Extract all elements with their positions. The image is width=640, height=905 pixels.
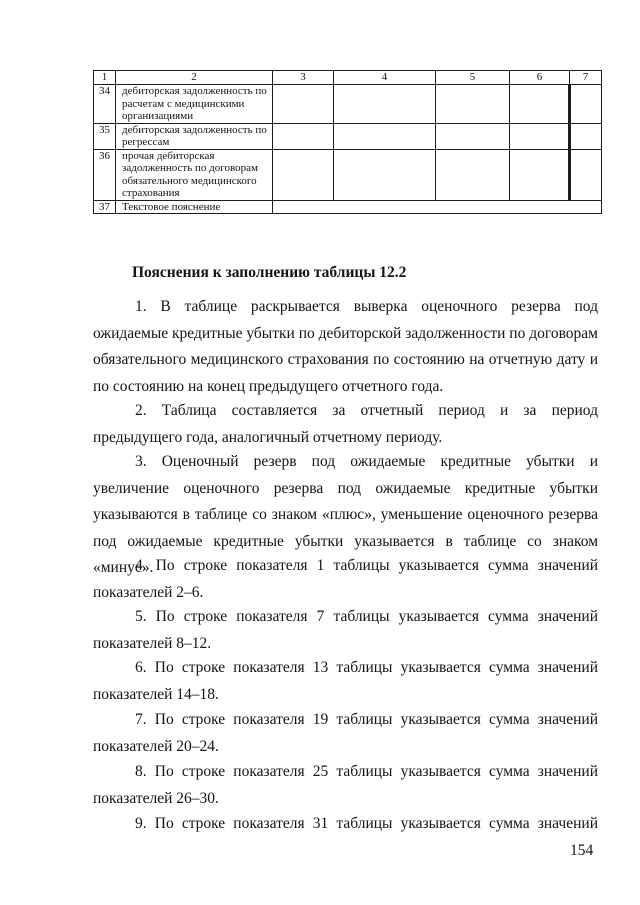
row-label: прочая дебиторская задолженность по договорам обязательного медицинского страхования	[116, 149, 273, 200]
page-number: 154	[570, 842, 594, 859]
table-cell	[334, 123, 436, 149]
table-cell	[570, 123, 602, 149]
column-header: 1	[94, 71, 116, 85]
column-header: 2	[116, 71, 273, 85]
table-cell	[334, 149, 436, 200]
row-number: 37	[94, 200, 116, 214]
table-cell	[334, 85, 436, 124]
row-number: 34	[94, 85, 116, 124]
paragraph-9: 9. По строке показателя 31 таблицы указывается сумма значений	[135, 815, 598, 832]
paragraph-7: 7. По строке показателя 19 таблицы указывается сумма значений показателей 20–24.	[93, 711, 598, 755]
table-cell	[570, 149, 602, 200]
column-header: 5	[436, 71, 510, 85]
table-cell	[570, 85, 602, 124]
reserve-table	[93, 70, 602, 214]
section-heading: Пояснения к заполнению таблицы 12.2	[132, 264, 407, 281]
row-number: 35	[94, 123, 116, 149]
row-label: дебиторская задолженность по расчетам с медицинскими организациями	[116, 85, 273, 124]
table-cell	[273, 123, 334, 149]
table-cell	[510, 149, 570, 200]
table-cell	[436, 149, 510, 200]
paragraph-1: 1. В таблице раскрывается выверка оценочного резерва под ожидаемые кредитные убытки по дебиторской задолженности по договорам обязательного медицинского страхования по состоянию на отчетную дату и по состоянию на конец предыдущего отчетного года.	[93, 298, 598, 395]
table-cell	[436, 85, 510, 124]
table-row	[94, 123, 602, 149]
paragraph-8: 8. По строке показателя 25 таблицы указывается сумма значений показателей 26–30.	[93, 763, 598, 807]
table-cell	[273, 149, 334, 200]
row-label: Текстовое пояснение	[116, 200, 273, 214]
table-row	[94, 200, 602, 214]
paragraph-2: 2. Таблица составляется за отчетный период и за период предыдущего года, аналогичный отчетному периоду.	[93, 402, 598, 446]
table-cell-merged	[273, 200, 602, 214]
table-row	[94, 149, 602, 200]
paragraph-4: 4. По строке показателя 1 таблицы указывается сумма значений показателей 2–6.	[93, 557, 598, 601]
table-cell	[273, 85, 334, 124]
paragraph-6: 6. По строке показателя 13 таблицы указывается сумма значений показателей 14–18.	[93, 659, 598, 703]
table-cell	[510, 85, 570, 124]
column-header: 7	[570, 71, 602, 85]
column-header: 6	[510, 71, 570, 85]
table-cell	[510, 123, 570, 149]
row-label: дебиторская задолженность по регрессам	[116, 123, 273, 149]
table-row	[94, 85, 602, 124]
column-header: 4	[334, 71, 436, 85]
column-header: 3	[273, 71, 334, 85]
paragraph-5: 5. По строке показателя 7 таблицы указывается сумма значений показателей 8–12.	[93, 608, 598, 652]
table-header-row	[94, 71, 602, 85]
paragraph-3: 3. Оценочный резерв под ожидаемые кредитные убытки и увеличение оценочного резерва под ожидаемые кредитные убытки указываются в таблице со знаком «плюс», уменьшение оценочного резерва под ожидаемые кредитные убытки указывается в таблице со знаком «минус».	[93, 453, 598, 576]
table-cell	[436, 123, 510, 149]
row-number: 36	[94, 149, 116, 200]
